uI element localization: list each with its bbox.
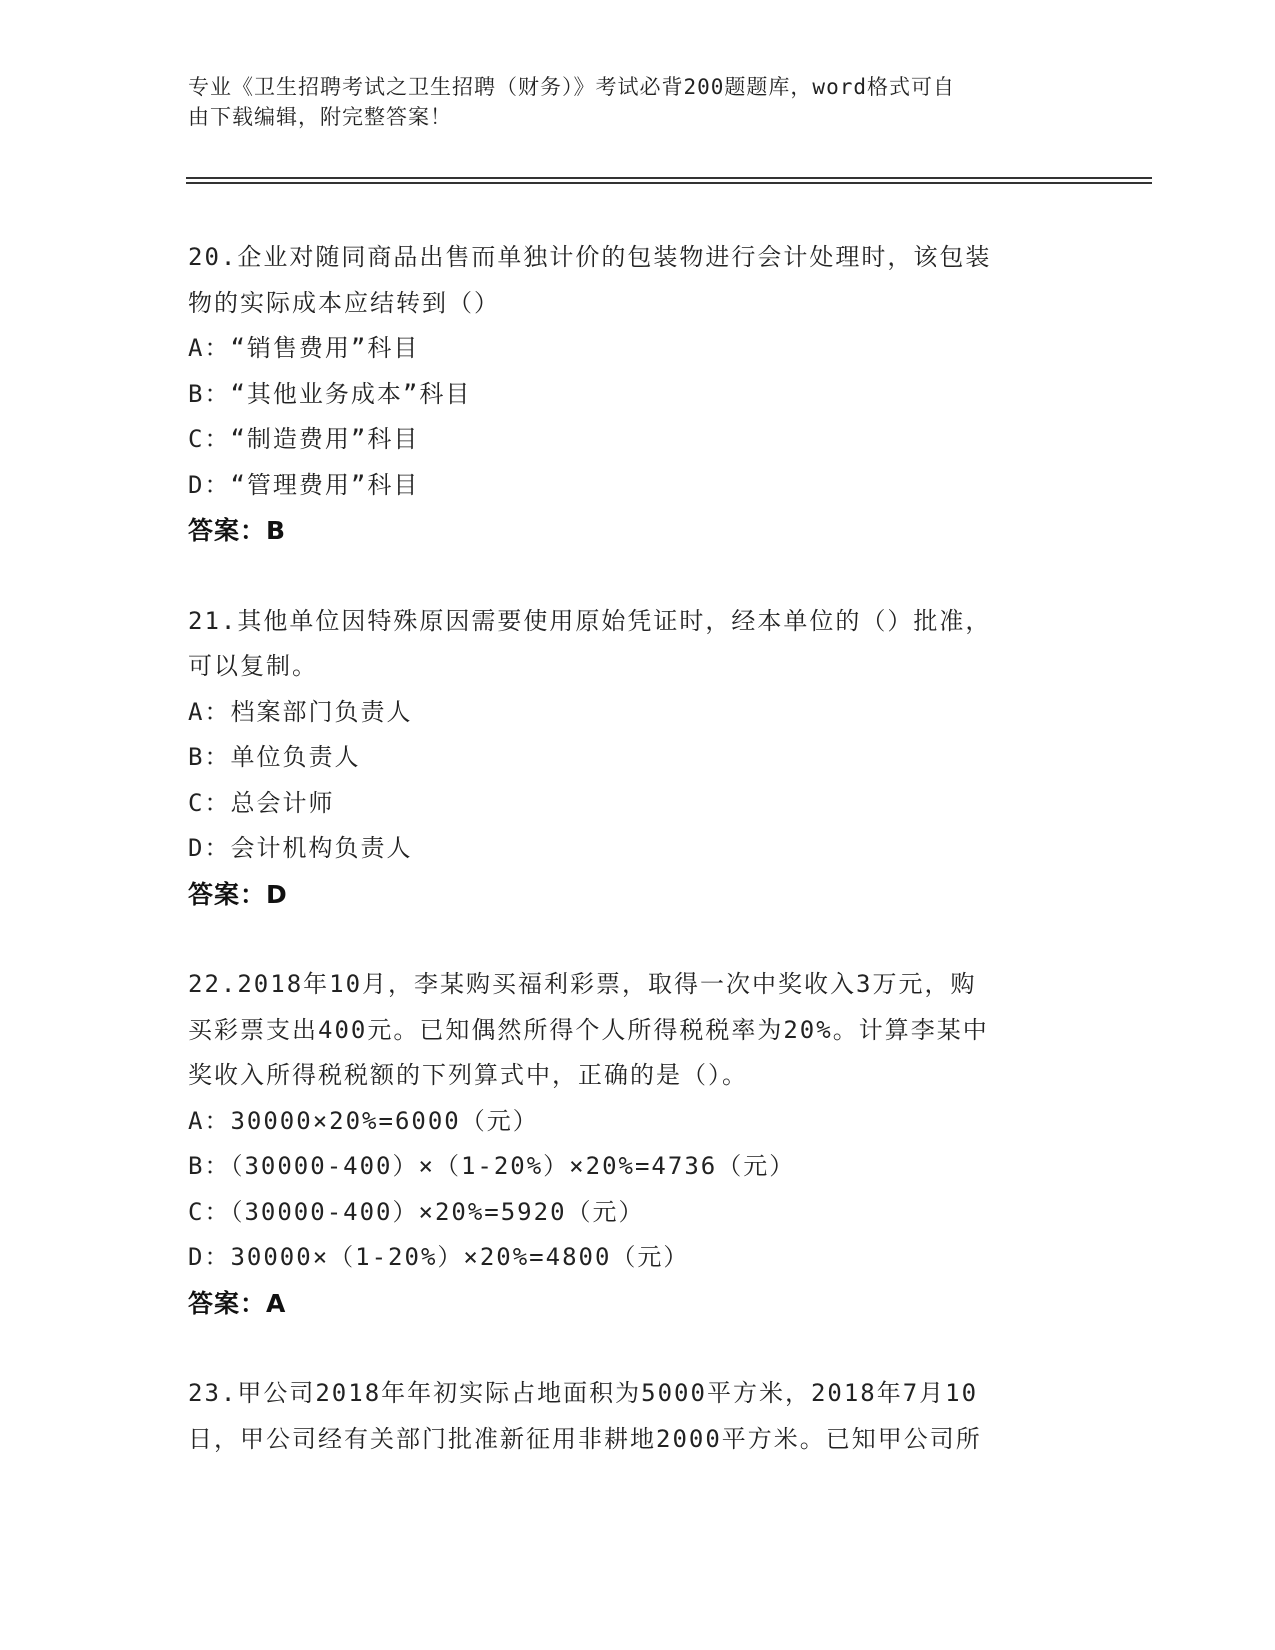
spacer bbox=[188, 1326, 1088, 1371]
option-a: A：“销售费用”科目 bbox=[188, 334, 420, 362]
spacer bbox=[188, 554, 1088, 599]
question-list bbox=[188, 235, 1088, 1462]
option-c: C：“制造费用”科目 bbox=[188, 425, 420, 453]
question-23 bbox=[188, 1371, 1088, 1462]
question-stem: 日，甲公司经有关部门批准新征用非耕地2000平方米。已知甲公司所 bbox=[188, 1424, 982, 1453]
answer-line: 答案：D bbox=[188, 879, 288, 909]
question-20 bbox=[188, 235, 1088, 554]
question-21 bbox=[188, 599, 1088, 918]
header-line: 由下载编辑，附完整答案！ bbox=[188, 105, 452, 129]
header-line: 专业《卫生招聘考试之卫生招聘（财务）》考试必背200题题库，word格式可自 bbox=[188, 75, 955, 99]
header-divider-bottom bbox=[186, 182, 1152, 184]
option-a: A：档案部门负责人 bbox=[188, 697, 413, 726]
spacer bbox=[188, 917, 1088, 962]
option-d: D：30000×（1-20%）×20%=4800（元） bbox=[188, 1243, 690, 1271]
question-22 bbox=[188, 962, 1088, 1326]
option-c: C：总会计师 bbox=[188, 788, 335, 817]
question-stem: 22.2018年10月，李某购买福利彩票，取得一次中奖收入3万元，购 bbox=[188, 970, 977, 998]
option-d: D：会计机构负责人 bbox=[188, 834, 413, 862]
answer-line: 答案：B bbox=[188, 516, 287, 545]
option-b: B：（30000-400）×（1-20%）×20%=4736（元） bbox=[188, 1152, 796, 1180]
question-stem: 奖收入所得税税额的下列算式中，正确的是（）。 bbox=[188, 1061, 748, 1089]
option-d: D：“管理费用”科目 bbox=[188, 470, 420, 499]
question-stem: 21.其他单位因特殊原因需要使用原始凭证时，经本单位的（）批准， bbox=[188, 606, 992, 635]
question-stem: 20.企业对随同商品出售而单独计价的包装物进行会计处理时，该包装 bbox=[188, 243, 992, 271]
question-stem: 可以复制。 bbox=[188, 652, 318, 680]
option-b: B：“其他业务成本”科目 bbox=[188, 379, 472, 408]
header-divider-top bbox=[186, 177, 1152, 179]
document-header bbox=[188, 72, 1068, 132]
option-c: C：（30000-400）×20%=5920（元） bbox=[188, 1197, 645, 1226]
question-stem: 买彩票支出400元。已知偶然所得个人所得税税率为20%。计算李某中 bbox=[188, 1015, 989, 1044]
question-stem: 物的实际成本应结转到（） bbox=[188, 288, 500, 317]
option-a: A：30000×20%=6000（元） bbox=[188, 1106, 539, 1135]
answer-line: 答案：A bbox=[188, 1288, 287, 1318]
option-b: B：单位负责人 bbox=[188, 743, 361, 771]
question-stem: 23.甲公司2018年年初实际占地面积为5000平方米，2018年7月10 bbox=[188, 1379, 979, 1407]
